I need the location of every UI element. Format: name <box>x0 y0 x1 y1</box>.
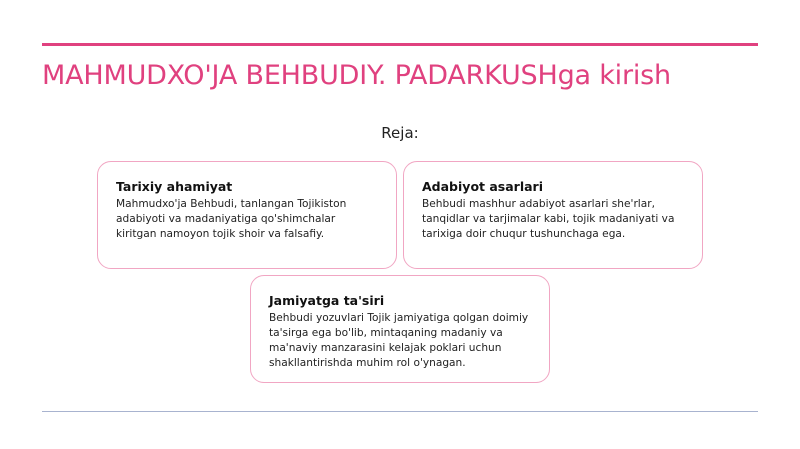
card-text: Behbudi mashhur adabiyot asarlari she'rlar, tanqidlar va tarjimalar kabi, tojik madaniyati va tarixiga doir chuqur tushunchaga ega. <box>422 198 675 240</box>
card-jamiyatga-tasiri <box>250 275 550 383</box>
slide-subtitle: Reja: <box>381 124 419 142</box>
card-tarixiy-ahamiyat <box>97 161 397 269</box>
card-text: Behbudi yozuvlari Tojik jamiyatiga qolgan doimiy ta'sirga ega bo'lib, mintaqaning madaniy va ma'naviy manzarasini kelajak poklari uchun shakllantirishda muhim rol o'ynagan. <box>269 312 529 369</box>
card-heading: Adabiyot asarlari <box>422 179 543 194</box>
card-heading: Jamiyatga ta'siri <box>269 293 385 308</box>
slide-title: MAHMUDXO'JA BEHBUDIY. PADARKUSHga kirish <box>42 60 671 91</box>
card-heading: Tarixiy ahamiyat <box>116 179 233 194</box>
card-adabiyot-asarlari <box>403 161 703 269</box>
bottom-divider <box>42 411 758 412</box>
card-text: Mahmudxo'ja Behbudi, tanlangan Tojikiston adabiyoti va madaniyatiga qo'shimchalar kiritgan namoyon tojik shoir va falsafiy. <box>116 198 347 240</box>
top-divider <box>42 43 758 46</box>
